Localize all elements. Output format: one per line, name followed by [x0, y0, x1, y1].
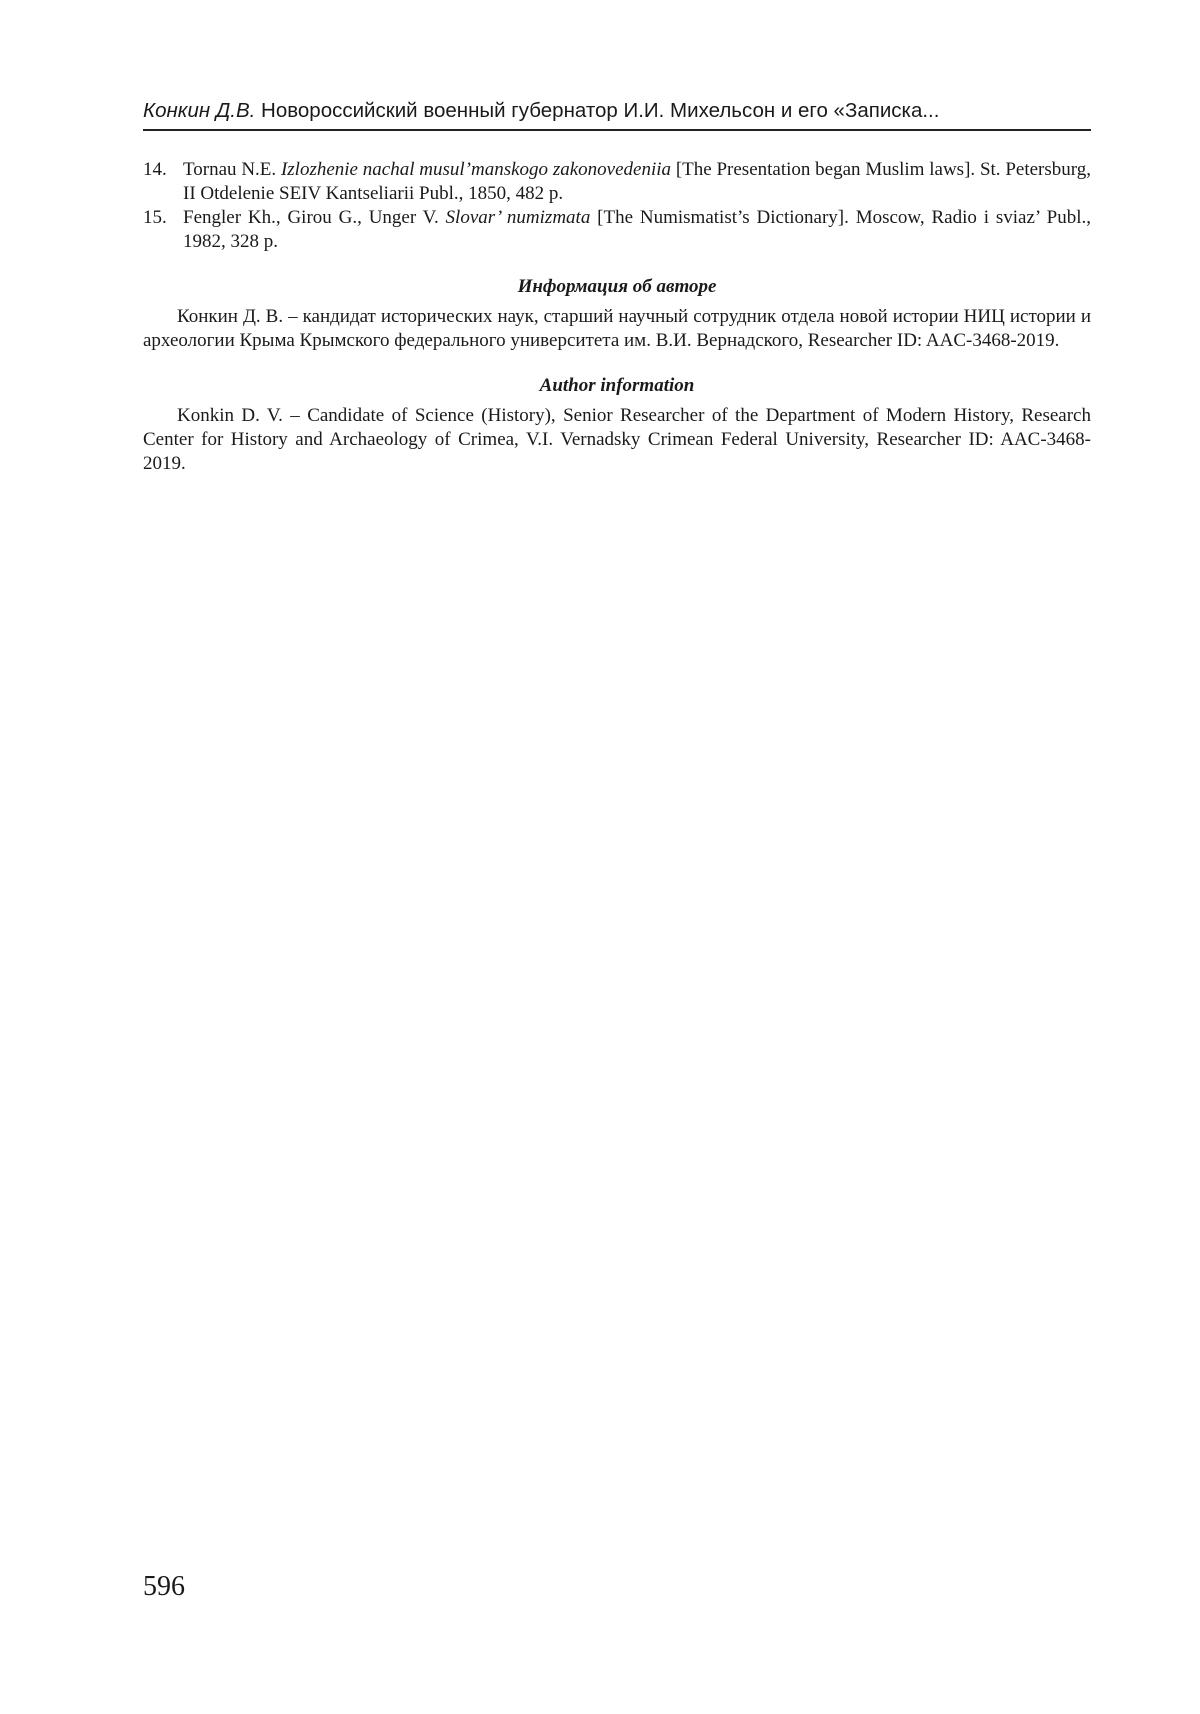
header-rule [143, 129, 1091, 131]
author-info-en-heading: Author information [539, 375, 695, 396]
reference-text: Tornau N.E. [183, 159, 281, 180]
reference-title: Izlozhenie nachal musul’manskogo zakonovedeniia [280, 159, 672, 180]
page-number: 596 [143, 1571, 185, 1602]
reference-number: 15. [143, 207, 167, 228]
reference-item [143, 206, 1091, 254]
reference-text: [The Numismatist’s Dictionary]. Moscow, Radio i sviaz’ Publ., 1982, 328 p. [183, 207, 1092, 252]
header-author: Конкин Д.В. [143, 99, 256, 122]
reference-title: Slovar’ numizmata [445, 207, 591, 228]
reference-item [143, 158, 1091, 206]
running-header [143, 98, 1091, 124]
author-info-ru-text: Конкин Д. В. – кандидат исторических наук, старший научный сотрудник отдела новой истории НИЦ истории и археологии Крыма Крымского федерального университета им. В.И. Вернадского, Researcher ID: AAC-3468-2019. [143, 306, 1091, 351]
author-info-ru-heading: Информация об авторе [517, 276, 717, 297]
reference-list [143, 158, 1091, 254]
reference-text: Fengler Kh., Girou G., Unger V. [183, 207, 446, 228]
reference-number: 14. [143, 159, 167, 180]
reference-text: [The Presentation began Muslim laws]. St. Petersburg, II Otdelenie SEIV Kantseliarii Publ., 1850, 482 p. [183, 159, 1091, 204]
header-title: Новороссийский военный губернатор И.И. Михельсон и его «Записка... [261, 99, 940, 122]
page-content [143, 158, 1091, 476]
author-info-en-text: Konkin D. V. – Candidate of Science (History), Senior Researcher of the Department of Modern History, Research Center for History and Archaeology of Crimea, V.I. Vernadsky Crimean Federal University, Researcher ID: AAC-3468-2019. [143, 405, 1091, 474]
